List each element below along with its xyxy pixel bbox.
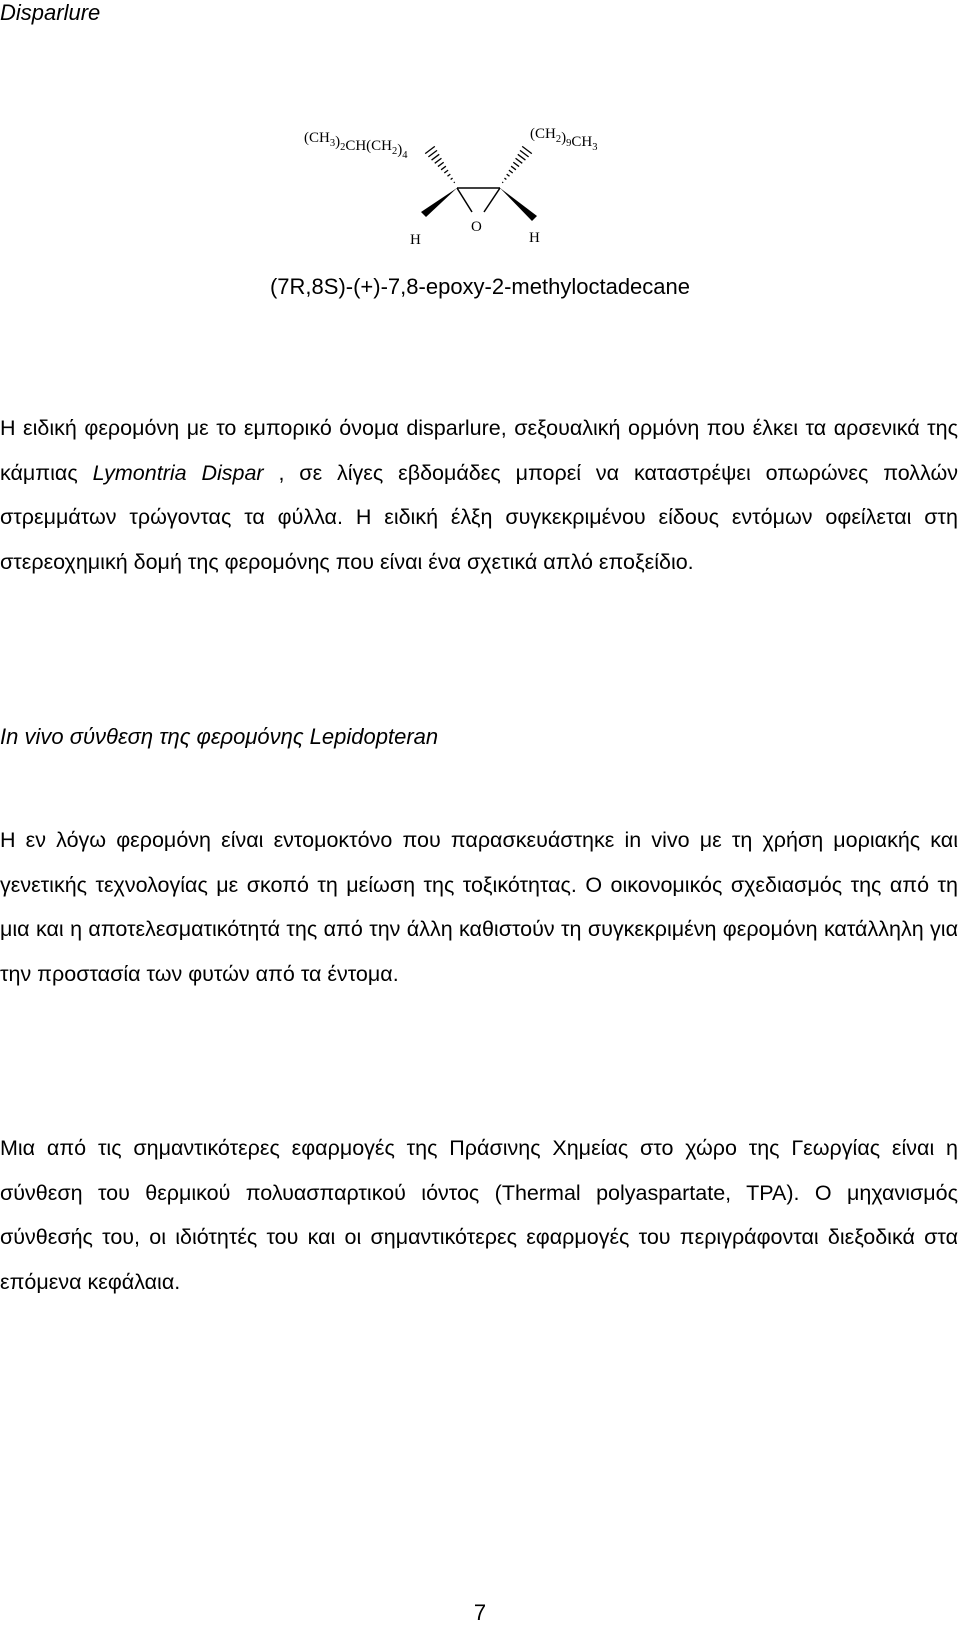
paragraph-text: , σε λίγες εβδομάδες μπορεί να καταστρέψει οπωρώνες πολλών στρεμμάτων τρώγοντας τα φύλλα. Η ειδική έλξη συγκεκριμένου είδους εντόμων οφείλεται στη στερεοχημική δομή της φερομόνης που είναι ένα σχετικά απλό εποξείδιο. [0, 460, 958, 574]
right-group-label: $(CH_2)_9CH_3$ [530, 126, 598, 153]
paragraph-in-vivo: Η εν λόγω φερομόνη είναι εντομοκτόνο που παρασκευάστηκε in vivo με τη χρήση μοριακής και γενετικής τεχνολογίας με σκοπό τη μείωση της τοξικότητας. Ο οικονομικός σχεδιασμός της από τη μια και η αποτελεσματικότητά της από την άλλη καθιστούν τη συγκεκριμένη φερομόνη κατάλληλη για την προστασία των φυτών από τα έντομα. [0, 828, 958, 986]
left-hydrogen-label: H [410, 232, 421, 248]
epoxide-co-bond-left [457, 188, 472, 212]
page-number: 7 [473, 1600, 487, 1625]
right-solid-wedge [500, 188, 537, 221]
oxygen-label: O [471, 219, 482, 235]
left-hashed-wedge [425, 146, 455, 182]
paragraph-tpa: Μια από τις σημαντικότερες εφαρμογές της Πράσινης Χημείας στο χώρο της Γεωργίας είναι η σύνθεση του θερμικού πολυασπαρτικού ιόντος (Thermal polyaspartate, TPA). Ο μηχανισμός σύνθεσής του, οι ιδιότητές του και οι σημαντικότερες εφαρμογές του περιγράφονται διεξοδικά στα επόμενα κεφάλαια. [0, 1136, 958, 1294]
section-heading: Disparlure [0, 0, 101, 25]
right-hydrogen-label: H [529, 230, 540, 246]
paragraph-disparlure [0, 406, 958, 584]
left-solid-wedge [421, 188, 457, 217]
paragraph-text: Η ειδική φερομόνη με το εμπορικό όνομα disparlure, σεξουαλική ορμόνη που έλκει τα αρσενικά της κάμπιας [0, 416, 958, 485]
subheading: In vivo σύνθεση της φερομόνης Lepidopteran [0, 724, 439, 749]
left-group-label: $(CH_3)_2CH(CH_2)_4$ [304, 130, 408, 161]
right-hashed-wedge [502, 146, 532, 182]
chemical-name: (7R,8S)-(+)-7,8-epoxy-2-methyloctadecane [269, 274, 690, 299]
species-name: Lymontria Dispar [92, 460, 264, 485]
disparlure-structure [300, 118, 640, 268]
epoxide-co-bond-right [484, 188, 500, 212]
